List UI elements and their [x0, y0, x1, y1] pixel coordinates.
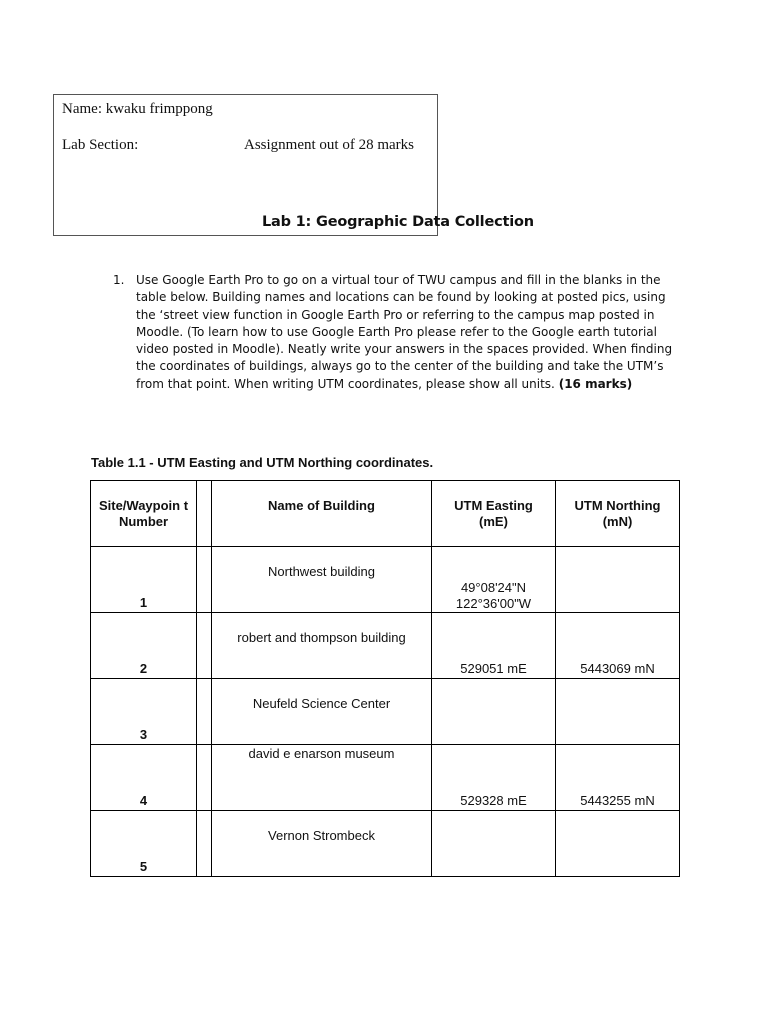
question-marks: (16 marks) [558, 376, 633, 391]
document-title: Lab 1: Geographic Data Collection [262, 214, 534, 230]
spacer-cell [197, 745, 212, 811]
table-row [91, 613, 680, 679]
site-cell [91, 613, 197, 679]
header-easting-line2: (mE) [479, 514, 508, 529]
header-easting [432, 481, 556, 547]
northing-cell [556, 679, 680, 745]
site-number: 4 [139, 793, 148, 808]
building-name: robert and thompson building [237, 630, 406, 645]
assignment-marks: Assignment out of 28 marks [244, 137, 414, 153]
header-site: Site/Waypoin t Number [91, 481, 197, 547]
building-cell [212, 613, 432, 679]
student-name: Name: kwaku frimppong [62, 101, 213, 117]
question-text: Use Google Earth Pro to go on a virtual tour of TWU campus and fill in the blanks in the table below. Building names and locations can be found by looking at posted pics, using the ‘street view function in Google Earth Pro or referring to the campus map posted in Moodle. (To learn how to use Google Earth Pro please refer to the Google earth tutorial video posted in Moodle). Neatly write your answers in the spaces provided. When finding the coordinates of buildings, always go to the center of the building and take the UTM’s from that point. When writing UTM coordinates, please show all units. [136, 273, 673, 391]
building-name: david e enarson museum [248, 746, 395, 761]
spacer-cell [197, 613, 212, 679]
question-number: 1. [113, 273, 125, 287]
header-northing-line2: (mN) [602, 514, 633, 529]
table-row [91, 547, 680, 613]
easting-value-line2: 122°36'00"W [455, 596, 532, 611]
easting-cell [432, 613, 556, 679]
building-cell [212, 547, 432, 613]
northing-cell [556, 745, 680, 811]
site-number: 2 [139, 661, 148, 676]
question-1 [113, 272, 673, 393]
building-name: Neufeld Science Center [252, 696, 391, 711]
site-number: 1 [139, 595, 148, 610]
easting-cell [432, 679, 556, 745]
table-header-row [91, 481, 680, 547]
building-cell [212, 679, 432, 745]
easting-cell [432, 811, 556, 877]
table-caption: Table 1.1 - UTM Easting and UTM Northing coordinates. [91, 455, 434, 470]
site-cell [91, 679, 197, 745]
header-northing [556, 481, 680, 547]
northing-cell [556, 613, 680, 679]
easting-cell [432, 745, 556, 811]
northing-value: 5443069 mN [580, 661, 655, 676]
spacer-cell [197, 679, 212, 745]
site-cell [91, 811, 197, 877]
table-row [91, 745, 680, 811]
spacer-cell [197, 811, 212, 877]
site-number: 5 [139, 859, 148, 874]
building-cell [212, 811, 432, 877]
header-building: Name of Building [212, 481, 432, 547]
header-northing-line1: UTM Northing [574, 498, 661, 513]
lab-section-label: Lab Section: [62, 137, 139, 153]
table-row [91, 679, 680, 745]
easting-value: 49°08'24"N [460, 580, 527, 595]
building-cell [212, 745, 432, 811]
spacer-cell [197, 547, 212, 613]
easting-cell [432, 547, 556, 613]
easting-value: 529051 mE [460, 661, 527, 676]
table-row [91, 811, 680, 877]
header-spacer [197, 481, 212, 547]
northing-cell [556, 547, 680, 613]
site-cell [91, 547, 197, 613]
easting-value: 529328 mE [460, 793, 527, 808]
northing-cell [556, 811, 680, 877]
site-cell [91, 745, 197, 811]
northing-value: 5443255 mN [580, 793, 655, 808]
question-body [136, 272, 673, 393]
building-name: Northwest building [268, 564, 375, 579]
site-number: 3 [139, 727, 148, 742]
header-easting-line1: UTM Easting [454, 498, 533, 513]
building-name: Vernon Strombeck [268, 828, 375, 843]
utm-table [90, 480, 680, 877]
